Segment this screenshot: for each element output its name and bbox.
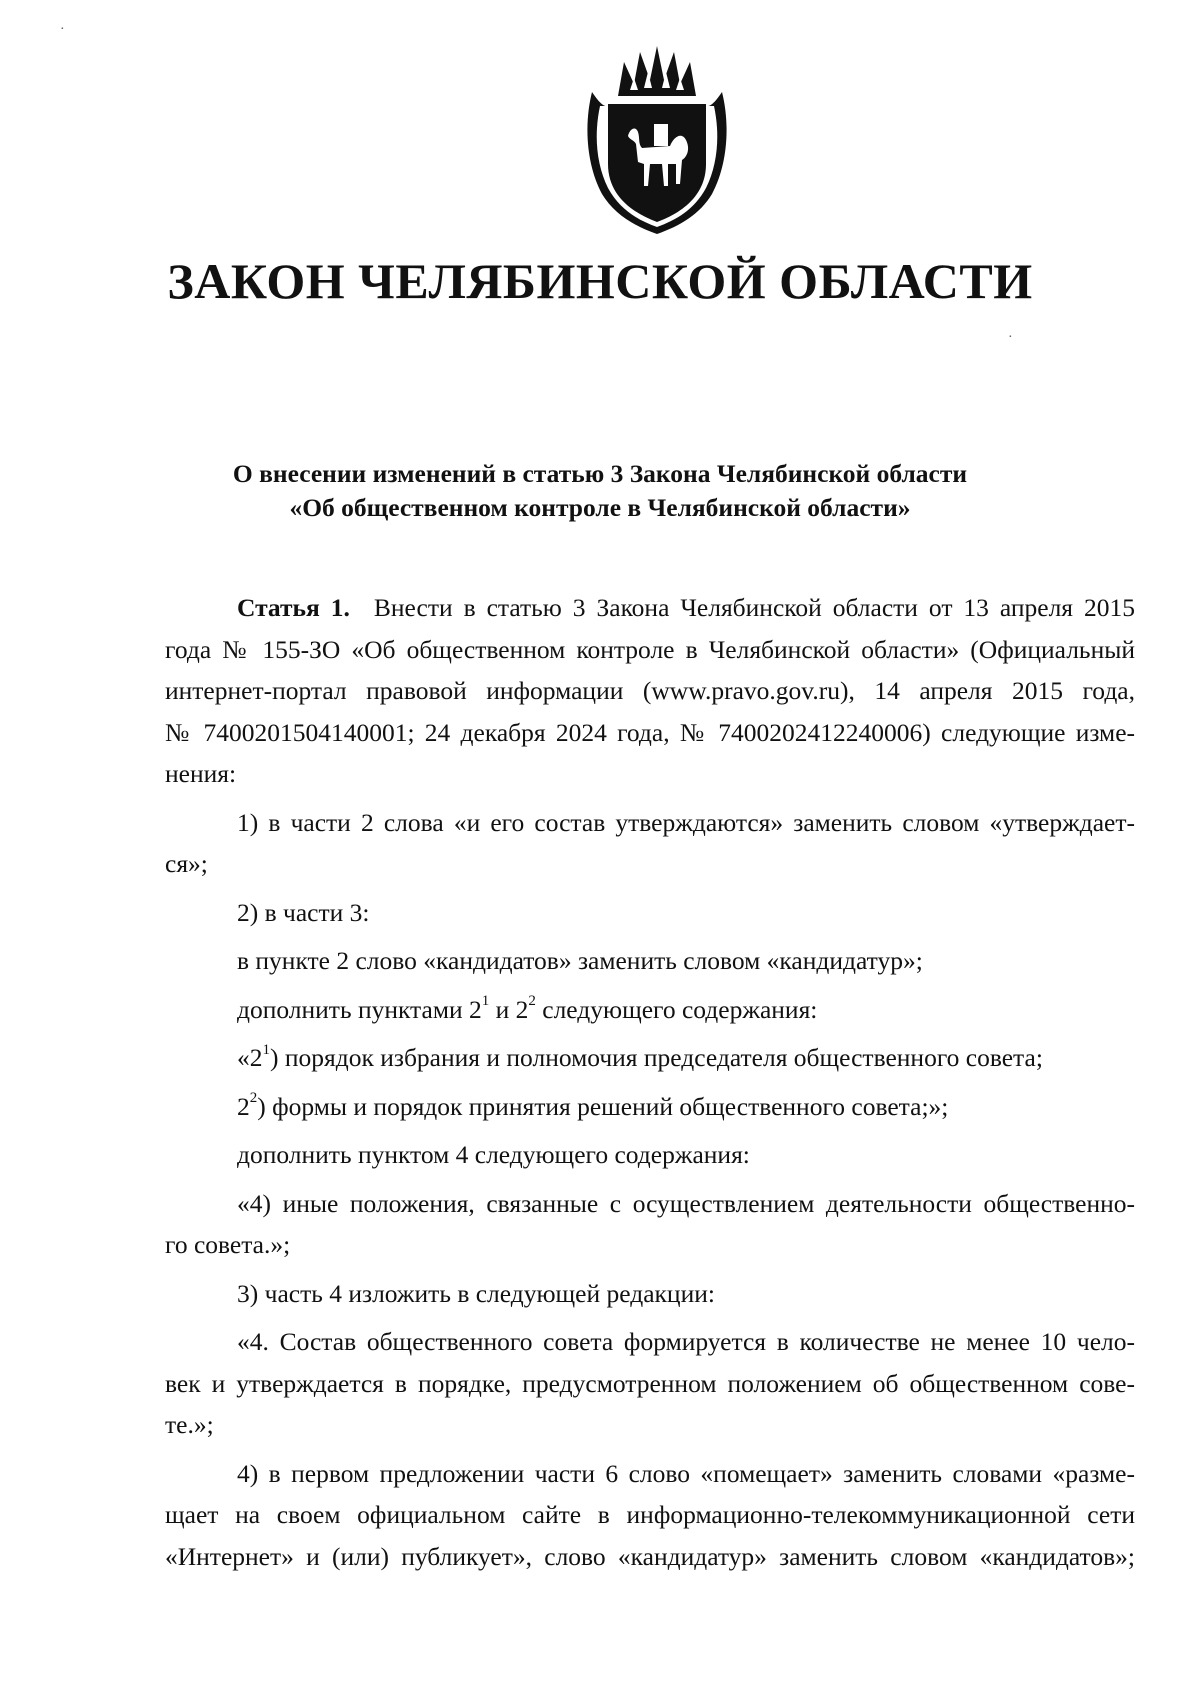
amendment-line: $2^2$) формы и порядок принятия решений общественного совета;»; bbox=[237, 1090, 949, 1121]
scan-speck: · bbox=[60, 22, 65, 37]
article-first-line: Статья 1. Внести в статью 3 Закона Челябинской области от 13 апреля 2015 bbox=[237, 593, 1135, 622]
amendment-item-1-cont: ся»; bbox=[165, 849, 208, 878]
amendment-item-2: 2) в части 3: bbox=[237, 897, 370, 927]
crown-icon bbox=[618, 46, 696, 96]
article-line: интернет-портал правовой информации (www.pravo.gov.ru), 14 апреля 2015 года, bbox=[165, 676, 1135, 705]
subject-line: «Об общественном контроле в Челябинской области» bbox=[289, 493, 911, 522]
article-line: № 7400201504140001; 24 декабря 2024 года, № 7400202412240006) следующие изме- bbox=[165, 717, 1135, 747]
amendment-line: те.»; bbox=[165, 1410, 214, 1439]
amendment-line: щает на своем официальном сайте в информационно-телекоммуникационной сети bbox=[165, 1500, 1135, 1529]
amendment-line: дополнить пунктами $2^1$ и $2^2$ следующего содержания: bbox=[237, 993, 818, 1024]
article-body bbox=[165, 587, 1135, 1577]
amendment-line: в пункте 2 слово «кандидатов» заменить словом «кандидатур»; bbox=[237, 946, 923, 975]
amendment-line: го совета.»; bbox=[165, 1230, 291, 1259]
amendment-line: «4. Состав общественного совета формируется в количестве не менее 10 чело- bbox=[237, 1327, 1135, 1356]
article-line: нения: bbox=[165, 759, 237, 788]
amendment-item-4: 4) в первом предложении части 6 слово «помещает» заменить словами «разме- bbox=[237, 1458, 1135, 1488]
amendment-line: «4) иные положения, связанные с осуществлением деятельности общественно- bbox=[237, 1188, 1135, 1218]
article-line: года № 155-ЗО «Об общественном контроле в Челябинской области» (Официальный bbox=[165, 634, 1135, 664]
amendment-item-1: 1) в части 2 слова «и его состав утверждаются» заменить словом «утверждает- bbox=[237, 807, 1135, 837]
coat-of-arms-emblem bbox=[578, 44, 736, 238]
scan-speck: · bbox=[1008, 330, 1013, 345]
amendment-item-3: 3) часть 4 изложить в следующей редакции: bbox=[237, 1278, 715, 1308]
article-label: Статья 1. bbox=[237, 593, 350, 622]
subject-line: О внесении изменений в статью 3 Закона Челябинской области bbox=[232, 459, 968, 488]
amendment-line: «Интернет» и (или) публикует», слово «кандидатур» заменить словом «кандидатов»; bbox=[165, 1541, 1135, 1571]
document-title: ЗАКОН ЧЕЛЯБИНСКОЙ ОБЛАСТИ bbox=[167, 253, 1033, 309]
amendment-line: дополнить пунктом 4 следующего содержания: bbox=[237, 1140, 750, 1169]
amendment-line: «$2^1$) порядок избрания и полномочия председателя общественного совета; bbox=[237, 1041, 1043, 1072]
law-subject bbox=[0, 457, 1200, 525]
amendment-line: век и утверждается в порядке, предусмотренном положением об общественном сове- bbox=[165, 1368, 1135, 1398]
